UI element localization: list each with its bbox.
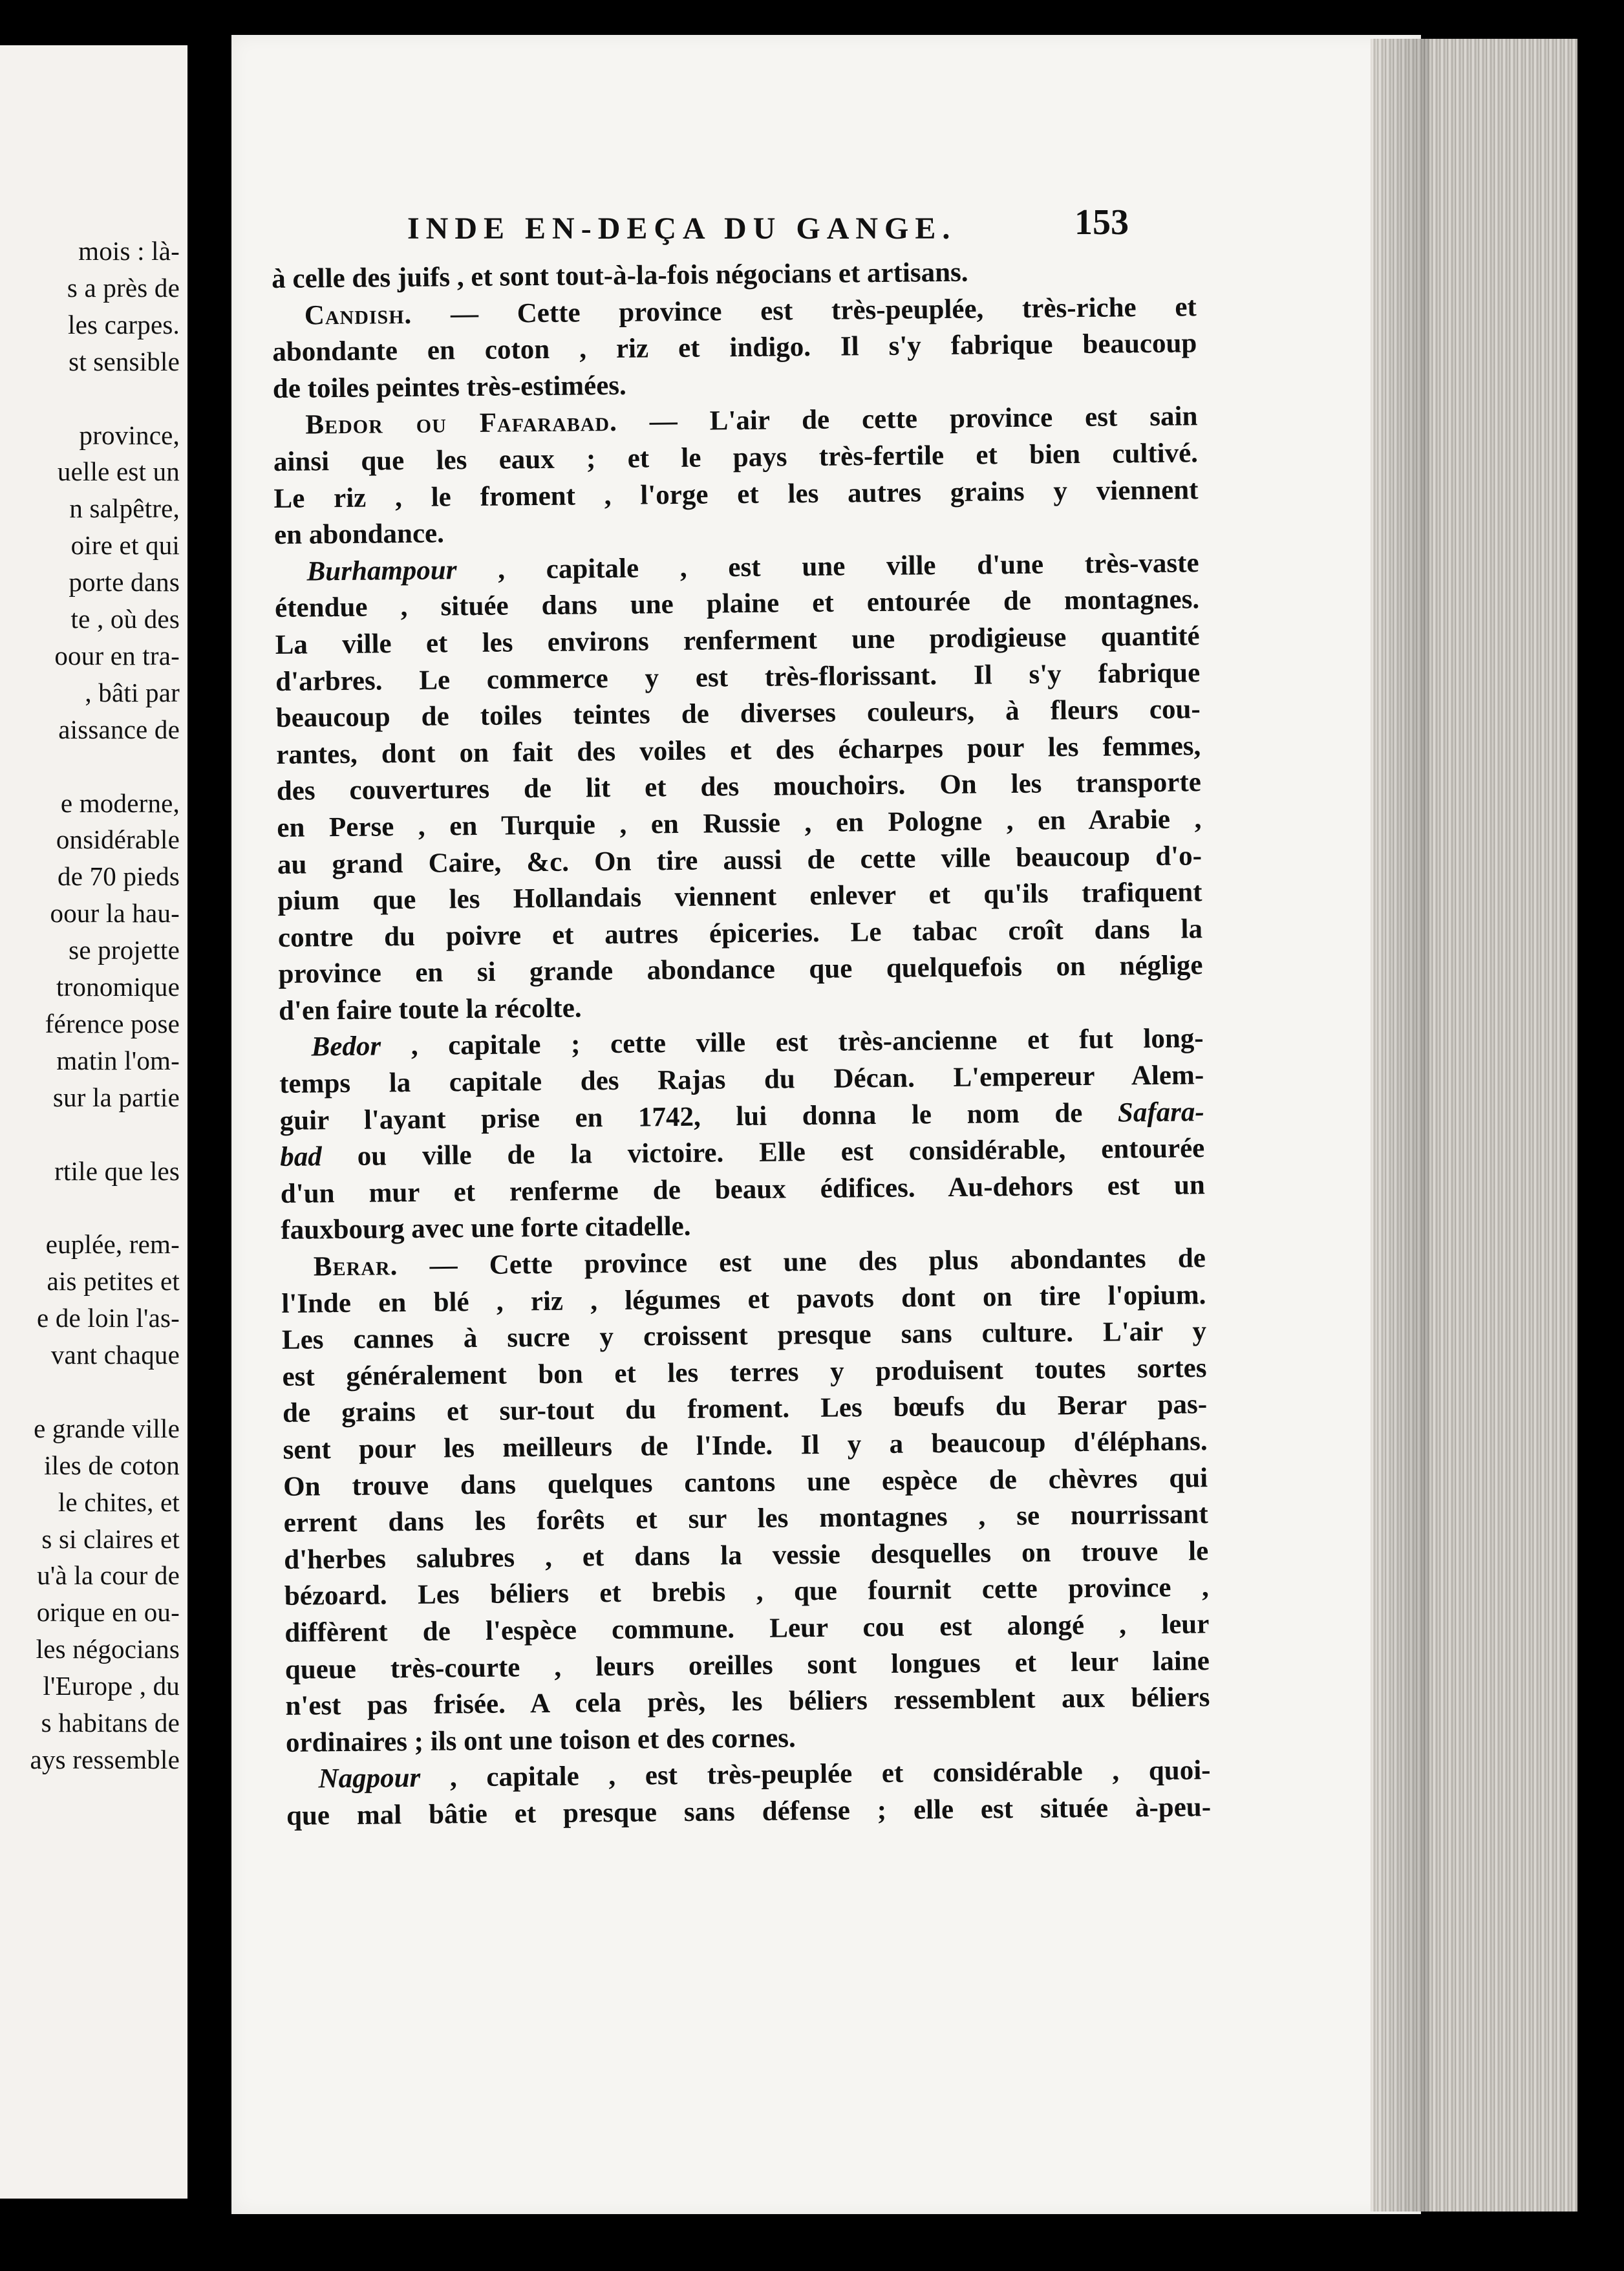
- line-text: pium que les Hollandais viennent enlever et qu'ils trafiquent: [277, 877, 1202, 917]
- previous-page-line: province,: [79, 420, 180, 450]
- previous-page-line: de 70 pieds: [58, 861, 180, 892]
- previous-page-line: onsidérable: [56, 824, 180, 855]
- place-name: Nagpour: [318, 1763, 421, 1794]
- previous-page-line: vant chaque: [50, 1340, 180, 1370]
- line-text: de grains et sur-tout du froment. Les bœufs du Berar pas-: [282, 1389, 1208, 1429]
- line-text: que mal bâtie et presque sans défense ; elle est située à-peu-: [286, 1792, 1212, 1831]
- previous-page-line: se projette: [69, 935, 180, 965]
- line-text: province en si grande abondance que quelquefois on néglige: [278, 950, 1203, 990]
- line-text: — Cette province est très-peuplée, très-riche et: [412, 291, 1197, 330]
- previous-page-line: oour la hau-: [50, 898, 180, 929]
- line-text: errent dans les forêts et sur les montagnes , se nourrissant: [283, 1499, 1208, 1539]
- previous-page-line: s a près de: [67, 272, 180, 303]
- place-name: Bedor: [311, 1031, 381, 1062]
- previous-page-line: sur la partie: [52, 1082, 180, 1112]
- line-text: au grand Caire, &c. On tire aussi de cette ville beaucoup d'o-: [277, 840, 1202, 880]
- line-text: fauxbourg avec une forte citadelle.: [281, 1211, 691, 1246]
- previous-page-line: n salpêtre,: [69, 493, 180, 524]
- line-text: en abondance.: [273, 518, 445, 551]
- line-text: ainsi que les eaux ; et le pays très-fertile et bien cultivé.: [273, 438, 1199, 477]
- previous-page-line: oire et qui: [70, 530, 180, 561]
- previous-page-line: porte dans: [69, 567, 180, 597]
- previous-page-line: , bâti par: [85, 677, 180, 707]
- page-body-text: [272, 252, 1211, 1835]
- previous-page-line: e moderne,: [60, 788, 180, 818]
- line-text: contre du poivre et autres épiceries. Le tabac croît dans la: [277, 913, 1203, 953]
- running-head: INDE EN-DEÇA DU GANGE.: [407, 211, 957, 246]
- previous-page-line: euplée, rem-: [45, 1229, 180, 1260]
- line-text: — L'air de cette province est sain: [617, 401, 1198, 438]
- line-text: — Cette province est une des plus abondantes de: [398, 1243, 1206, 1282]
- line-text: d'en faire toute la récolte.: [278, 993, 582, 1026]
- page-number: 153: [1074, 202, 1129, 242]
- line-text: , capitale , est une ville d'une très-vaste: [456, 548, 1199, 586]
- previous-page-line: s si claires et: [41, 1523, 180, 1554]
- previous-page-line: aissance de: [58, 714, 180, 744]
- line-text: On trouve dans quelques cantons une espèce de chèvres qui: [283, 1462, 1208, 1502]
- previous-page-line: u'à la cour de: [37, 1560, 180, 1591]
- section-heading: Bedor ou Fafarabad.: [305, 407, 618, 440]
- line-text: n'est pas frisée. A cela près, les béliers ressemblent aux béliers: [285, 1682, 1210, 1722]
- line-text: , capitale ; cette ville est très-ancienne et fut long-: [380, 1023, 1204, 1062]
- line-text: , capitale , est très-peuplée et considérable , quoi-: [420, 1755, 1211, 1794]
- previous-page-fragment: [0, 45, 188, 2199]
- line-text: beaucoup de toiles teintes de diverses couleurs, à fleurs cou-: [275, 694, 1201, 734]
- line-text: l'Inde en blé , riz , légumes et pavots dont on tire l'opium.: [281, 1279, 1206, 1319]
- previous-page-line: oour en tra-: [54, 640, 180, 671]
- section-heading: Candish.: [304, 299, 412, 331]
- previous-page-line: rtile que les: [54, 1156, 180, 1186]
- place-name: Burhampour: [306, 555, 457, 587]
- previous-page-line: e grande ville: [34, 1413, 180, 1443]
- previous-page-line: iles de coton: [44, 1450, 180, 1480]
- line-text: rantes, dont on fait des voiles et des écharpes pour les femmes,: [276, 730, 1201, 770]
- previous-page-line: le chites, et: [58, 1487, 180, 1517]
- page-edge-shadow: [1371, 39, 1429, 2212]
- previous-page-line: ais petites et: [47, 1266, 180, 1297]
- previous-page-line: matin l'om-: [56, 1045, 180, 1075]
- line-text: Le riz , le froment , l'orge et les autres grains y viennent: [273, 474, 1199, 514]
- previous-page-line: e de loin l'as-: [36, 1303, 180, 1333]
- place-name: bad: [280, 1141, 323, 1173]
- line-text: abondante en coton , riz et indigo. Il s'y fabrique beaucoup: [272, 328, 1197, 368]
- line-text: d'arbres. Le commerce y est très-florissant. Il s'y fabrique: [275, 657, 1201, 697]
- previous-page-line: ays ressemble: [30, 1744, 180, 1774]
- line-text: La ville et les environs renferment une prodigieuse quantité: [275, 621, 1200, 660]
- previous-page-line: te , où des: [70, 604, 180, 634]
- previous-page-line: férence pose: [45, 1008, 180, 1039]
- line-text: queue très-courte , leurs oreilles sont longues et leur laine: [284, 1645, 1210, 1685]
- line-text: temps la capitale des Rajas du Décan. L'empereur Alem-: [279, 1060, 1204, 1100]
- line-text: à celle des juifs , et sont tout-à-la-fois négocians et artisans.: [272, 257, 968, 294]
- section-heading: Berar.: [313, 1251, 398, 1282]
- line-text: est généralement bon et les terres y produisent toutes sortes: [282, 1353, 1207, 1392]
- book-gutter: [187, 0, 233, 2271]
- line-text: d'herbes salubres , et dans la vessie desquelles on trouve le: [284, 1535, 1209, 1575]
- line-text: de toiles peintes très-estimées.: [272, 370, 626, 404]
- previous-page-line: s habitans de: [41, 1708, 180, 1738]
- line-text: diffèrent de l'espèce commune. Leur cou est alongé , leur: [284, 1609, 1210, 1648]
- line-text: Les cannes à sucre y croissent presque sans culture. L'air y: [281, 1316, 1207, 1356]
- line-text: en Perse , en Turquie , en Russie , en Pologne , en Arabie ,: [277, 804, 1202, 843]
- previous-page-line: orique en ou-: [36, 1597, 180, 1628]
- line-text: guir l'ayant prise en 1742, lui donna le nom de: [279, 1097, 1118, 1136]
- line-text: bézoard. Les béliers et brebis , que fournit cette province ,: [284, 1572, 1209, 1612]
- previous-page-line: l'Europe , du: [43, 1671, 180, 1701]
- line-text: étendue , située dans une plaine et entourée de montagnes.: [274, 584, 1200, 624]
- line-text: sent pour les meilleurs de l'Inde. Il y a beaucoup d'éléphans.: [283, 1426, 1208, 1465]
- previous-page-line: mois : là-: [78, 236, 180, 266]
- place-name: Safara-: [1117, 1096, 1204, 1128]
- previous-page-line: st sensible: [69, 346, 180, 376]
- previous-page-line: tronomique: [56, 972, 180, 1002]
- previous-page-line: les négocians: [36, 1634, 180, 1664]
- previous-page-line: uelle est un: [57, 457, 180, 487]
- line-text: d'un mur et renferme de beaux édifices. Au-dehors est un: [280, 1170, 1206, 1209]
- line-text: ordinaires ; ils ont une toison et des cornes.: [285, 1723, 796, 1758]
- line-text: des couvertures de lit et des mouchoirs. On les transporte: [276, 767, 1202, 807]
- line-text: ou ville de la victoire. Elle est considérable, entourée: [321, 1133, 1205, 1172]
- previous-page-line: les carpes.: [68, 309, 180, 339]
